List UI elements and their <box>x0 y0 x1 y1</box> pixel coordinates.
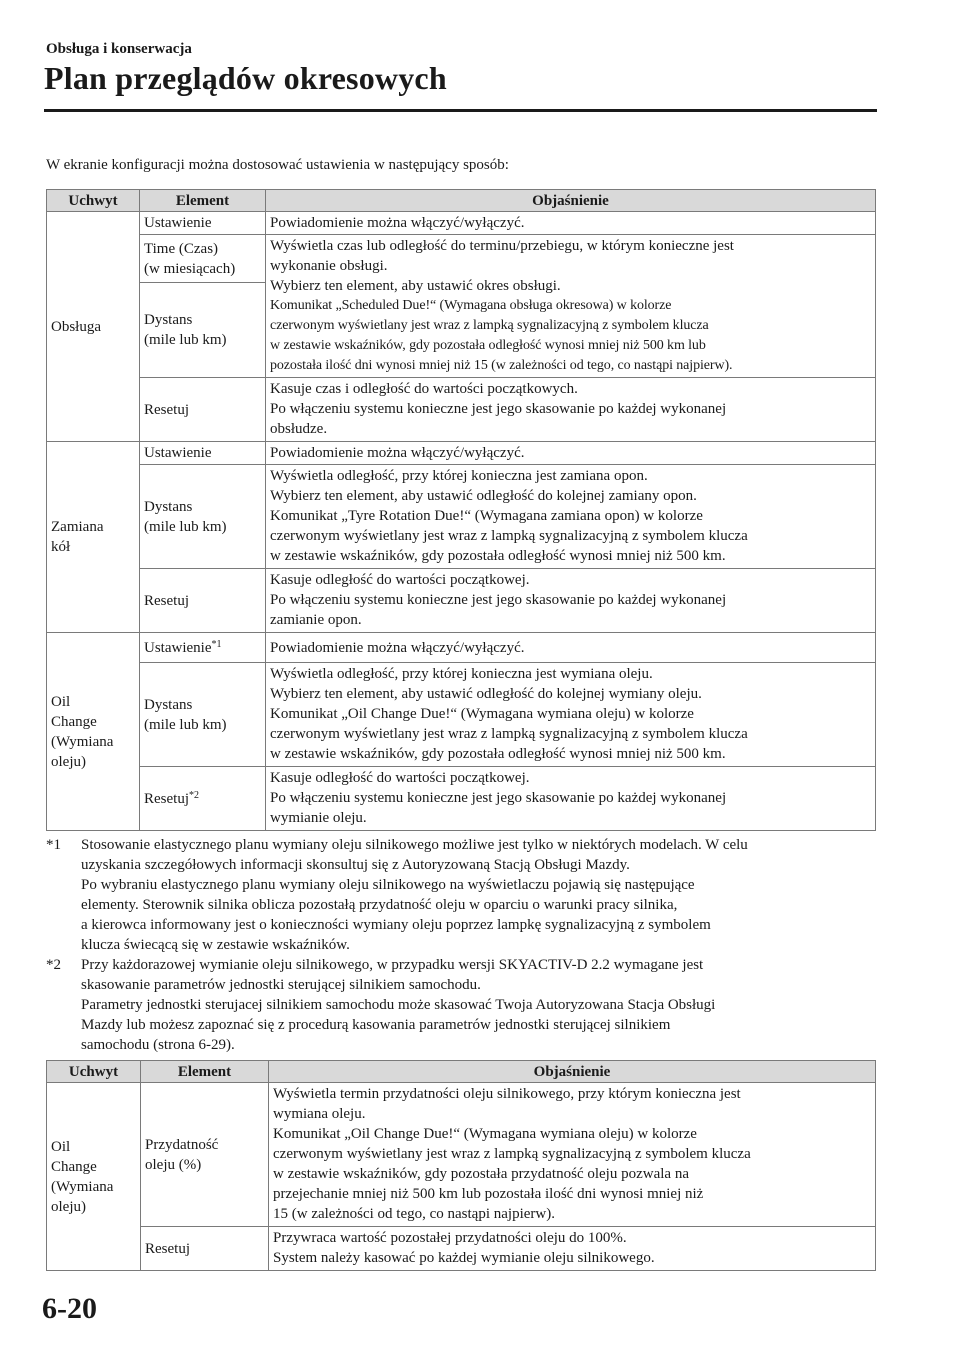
intro-text: W ekranie konfiguracji można dostosować ustawienia w następujący sposób: <box>46 157 509 173</box>
section-label: Obsługa i konserwacja <box>46 41 192 57</box>
description-cell: Powiadomienie można włączyć/wyłączyć. <box>266 633 876 663</box>
element-cell: Resetuj <box>140 569 266 633</box>
header-objasnienie: Objaśnienie <box>269 1061 876 1083</box>
description-cell: Kasuje czas i odległość do wartości początkowych. Po włączeniu systemu konieczne jest jego skasowanie po każdej wykonanej obsłudze. <box>266 378 876 442</box>
description-cell: Przywraca wartość pozostałej przydatności oleju do 100%. System należy kasować po każdej wymianie oleju silnikowego. <box>269 1227 876 1271</box>
table-row <box>47 663 876 767</box>
element-cell: Resetuj <box>140 378 266 442</box>
description-cell: Wyświetla odległość, przy której konieczna jest zamiana opon. Wybierz ten element, aby ustawić odległość do kolejnej zamiany opon. Komunikat „Tyre Rotation Due!“ (Wymagana zamiana opon) w kolorze czerwonym wyświetlany jest wraz z lampką sygnalizacyjną z symbolem klucza w zestawie wskaźników, gdy pozostała odległość wynosi mniej niż 500 km. <box>266 465 876 569</box>
header-element: Element <box>140 190 266 212</box>
header-element: Element <box>141 1061 269 1083</box>
settings-table <box>46 189 876 831</box>
table-row <box>47 569 876 633</box>
table-row <box>47 1083 876 1227</box>
table-row <box>47 465 876 569</box>
element-cell: Dystans (mile lub km) <box>140 283 266 378</box>
footnotes <box>46 835 882 1055</box>
header-uchwyt: Uchwyt <box>47 1061 141 1083</box>
footnote-1: *1 Stosowanie elastycznego planu wymiany oleju silnikowego możliwe jest tylko w niektórych modelach. W celu uzyskania szczegółowych informacji skonsultuj się z Autoryzowaną Stacją Obsługi Mazdy. Po wybraniu elastycznego planu wymiany oleju silnikowego na wyświetlaczu pojawią się następujące elementy. Sterownik silnika oblicza pozostałą przydatność oleju w oparciu o warunki pracy silnika, a kierowca informowany jest o konieczności wymiany oleju poprzez lampkę sygnalizacyjną z symbolem klucza świecącą się w zestawie wskaźników. <box>46 837 748 953</box>
footnote-2: *2 Przy każdorazowej wymianie oleju silnikowego, w przypadku wersji SKYACTIV-D 2.2 wymagane jest skasowanie parametrów jednostki sterującej silnikiem samochodu. Parametry jednostki sterujacej silnikiem samochodu może skasować Twoja Autoryzowana Stacja Obsługi Mazdy lub możesz zapoznać się z procedurą kasowania parametrów jednostki sterującej silnikiem samochodu (strona 6-29). <box>46 957 716 1053</box>
table-row <box>47 235 876 283</box>
group-oil-change: Oil Change (Wymiana oleju) <box>47 633 140 831</box>
header-uchwyt: Uchwyt <box>47 190 140 212</box>
oil-life-table <box>46 1060 876 1271</box>
element-cell: Resetuj$^{*2}$ <box>140 767 266 831</box>
page-number: 6-20 <box>42 1292 97 1325</box>
element-cell: Ustawienie <box>140 442 266 465</box>
element-cell: Ustawienie <box>140 212 266 235</box>
description-cell: Kasuje odległość do wartości początkowej. Po włączeniu systemu konieczne jest jego skasowanie po każdej wykonanej wymianie oleju. <box>266 767 876 831</box>
description-cell: Kasuje odległość do wartości początkowej. Po włączeniu systemu konieczne jest jego skasowanie po każdej wykonanej zamianie opon. <box>266 569 876 633</box>
description-cell: Powiadomienie można włączyć/wyłączyć. <box>266 442 876 465</box>
table-row <box>47 767 876 831</box>
element-cell: Przydatność oleju (%) <box>141 1083 269 1227</box>
table-header-row <box>47 1061 876 1083</box>
group-zamiana-kol: Zamiana kół <box>47 442 140 633</box>
description-cell: Wyświetla termin przydatności oleju silnikowego, przy którym konieczna jest wymiana oleju. Komunikat „Oil Change Due!“ (Wymagana wymiana oleju) w kolorze czerwonym wyświetlany jest wraz z lampką sygnalizacyjną z symbolem klucza w zestawie wskaźników, gdy pozostała przydatność oleju pozwala na przejechanie mniej niż 500 km lub pozostała ilość dni wynosi mniej niż 15 (w zależności od tego, co nastąpi najpierw). <box>269 1083 876 1227</box>
element-cell: Dystans (mile lub km) <box>140 465 266 569</box>
table-row <box>47 1227 876 1271</box>
table-row <box>47 212 876 235</box>
group-obsluga: Obsługa <box>47 212 140 442</box>
header-objasnienie: Objaśnienie <box>266 190 876 212</box>
table-row <box>47 442 876 465</box>
element-cell: Resetuj <box>141 1227 269 1271</box>
table-header-row <box>47 190 876 212</box>
table-row <box>47 633 876 663</box>
element-cell: Ustawienie$^{*1}$ <box>140 633 266 663</box>
table-row <box>47 378 876 442</box>
description-cell: Wyświetla czas lub odległość do terminu/przebiegu, w którym konieczne jest wykonanie obsługi. Wybierz ten element, aby ustawić okres obsługi. Komunikat „Scheduled Due!“ (Wymagana obsługa okresowa) w kolorze czerwonym wyświetlany jest wraz z lampką sygnalizacyjną z symbolem klucza w zestawie wskaźników, gdy pozostała odległość wynosi mniej niż 500 km lub pozostała ilość dni wynosi mniej niż 15 (w zależności od tego, co nastąpi najpierw). <box>266 235 876 378</box>
description-cell: Powiadomienie można włączyć/wyłączyć. <box>266 212 876 235</box>
title-rule <box>44 109 877 112</box>
element-cell: Dystans (mile lub km) <box>140 663 266 767</box>
element-cell: Time (Czas) (w miesiącach) <box>140 235 266 283</box>
group-oil-change: Oil Change (Wymiana oleju) <box>47 1083 141 1271</box>
description-cell: Wyświetla odległość, przy której konieczna jest wymiana oleju. Wybierz ten element, aby ustawić odległość do kolejnej wymiany oleju. Komunikat „Oil Change Due!“ (Wymagana wymiana oleju) w kolorze czerwonym wyświetlany jest wraz z lampką sygnalizacyjną z symbolem klucza w zestawie wskaźników, gdy pozostała odległość wynosi mniej niż 500 km. <box>266 663 876 767</box>
page-title: Plan przeglądów okresowych <box>44 60 447 96</box>
